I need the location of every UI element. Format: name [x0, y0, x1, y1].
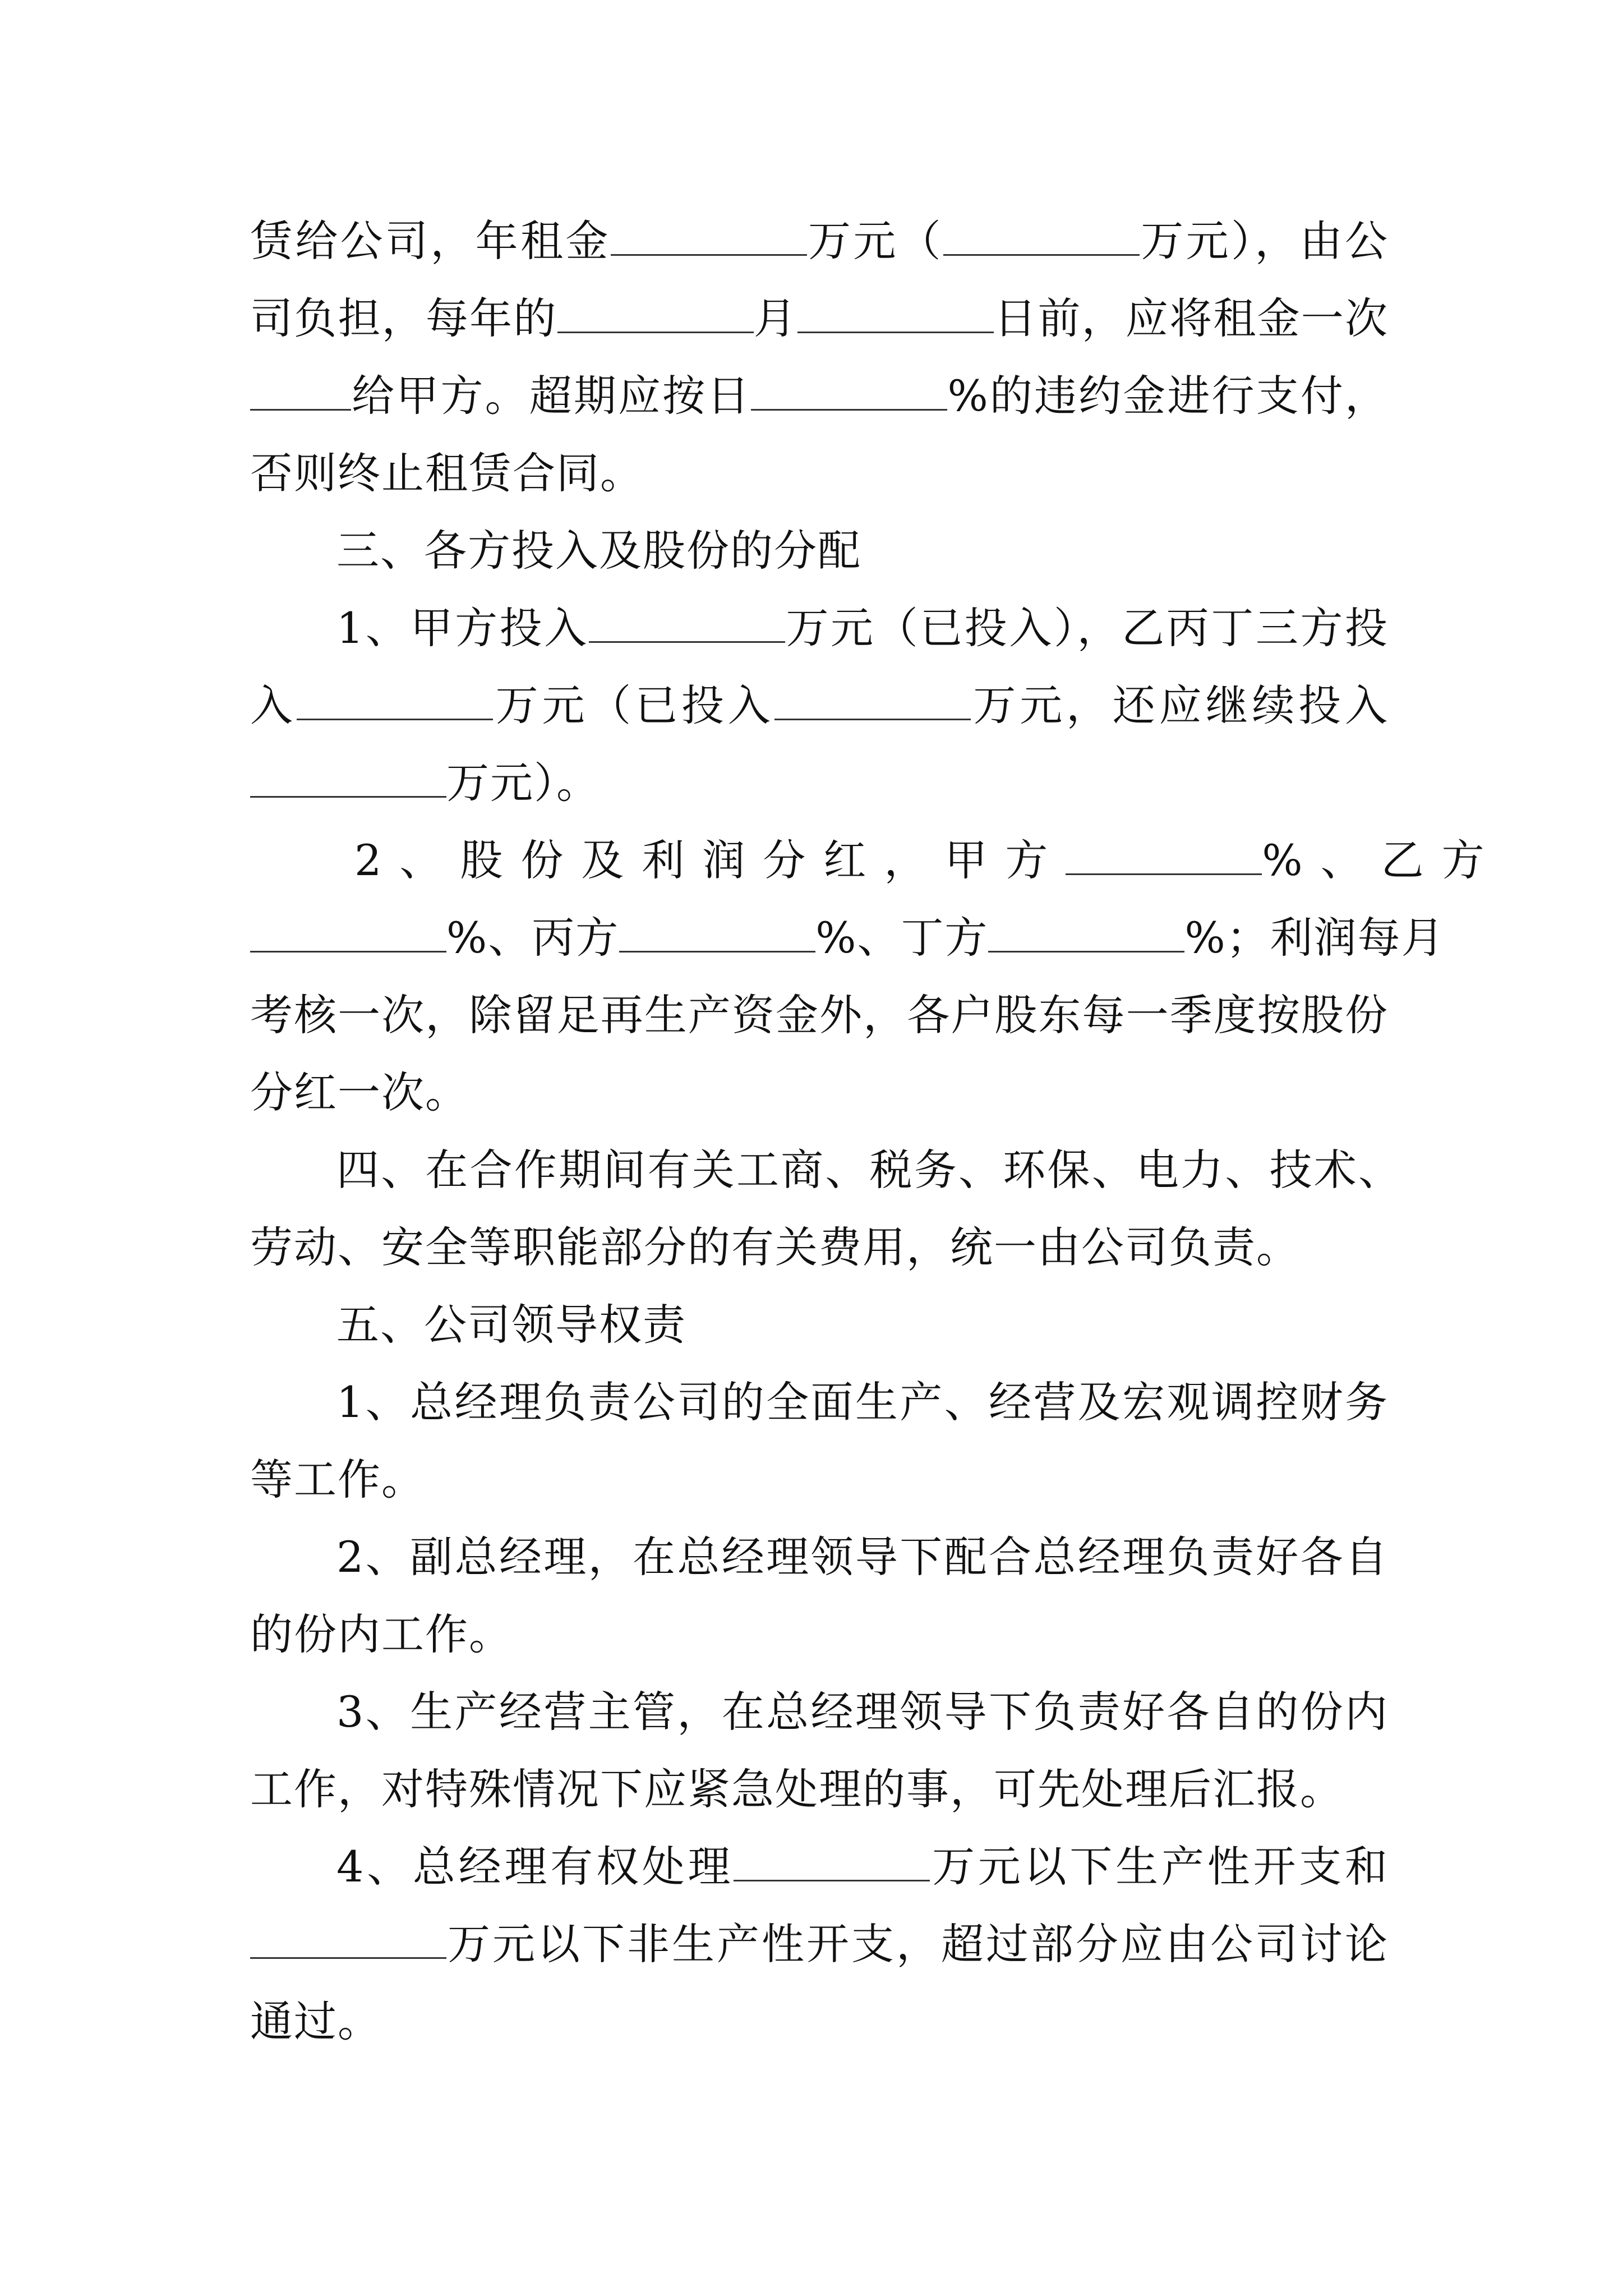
text-line: [336, 1139, 1402, 1201]
text-segment: 否则终止租赁合同。: [250, 448, 644, 498]
text-segment: 赁给公司，年租金: [250, 216, 611, 266]
text-line: [250, 288, 1389, 349]
text-line: [250, 984, 1389, 1046]
text-segment: 万元以下非生产性开支，超过部分应由公司讨论: [446, 1919, 1389, 1969]
text-segment: %、丁方: [815, 913, 989, 963]
text-line: [354, 830, 1502, 891]
text-line: [250, 210, 1389, 272]
text-line: [250, 1604, 1389, 1665]
section-heading: [336, 520, 1389, 582]
fill-blank: [797, 295, 994, 333]
text-segment: 五、公司领导权责: [336, 1300, 686, 1350]
text-segment: 4、总经理有权处理: [336, 1842, 734, 1892]
text-segment: 月: [753, 293, 798, 343]
text-segment: 的份内工作。: [250, 1609, 513, 1659]
text-segment: 1、甲方投入: [336, 603, 589, 653]
text-line: [250, 1449, 1389, 1511]
text-segment: 万元（: [806, 216, 944, 266]
text-segment: %；利润每月: [1184, 913, 1445, 963]
text-segment: 入: [250, 680, 297, 730]
text-segment: 工作，对特殊情况下应紧急处理的事，可先处理后汇报。: [250, 1764, 1344, 1814]
fill-blank: [943, 217, 1140, 256]
text-segment: 万元（已投入），乙丙丁三方投: [785, 603, 1389, 653]
fill-blank: [250, 759, 446, 798]
text-line: [336, 1836, 1389, 1898]
fill-blank: [774, 682, 971, 720]
text-segment: 万元，还应继续投入: [970, 680, 1389, 730]
text-segment: 万元），由公: [1140, 216, 1389, 266]
text-segment: 考核一次，除留足再生产资金外，各户股东每一季度按股份: [250, 990, 1389, 1040]
text-segment: 三、各方投入及股份的分配: [336, 526, 861, 576]
fill-blank: [1066, 836, 1262, 875]
text-segment: 1、总经理负责公司的全面生产、经营及宏观调控财务: [336, 1377, 1389, 1427]
text-segment: 2、副总经理，在总经理领导下配合总经理负责好各自: [336, 1532, 1389, 1582]
text-segment: 通过。: [250, 1996, 381, 2046]
text-segment: %、丙方: [446, 913, 620, 963]
text-line: [336, 1372, 1389, 1433]
section-heading: [336, 1294, 1389, 1356]
text-segment: 四、在合作期间有关工商、税务、环保、电力、技术、: [336, 1145, 1402, 1195]
text-segment: 劳动、安全等职能部分的有关费用，统一由公司负责。: [250, 1222, 1300, 1272]
text-line: [250, 365, 1389, 427]
text-line: [250, 443, 1389, 504]
text-line: [250, 1062, 1389, 1124]
text-line: [336, 597, 1389, 659]
fill-blank: [250, 372, 351, 411]
text-segment: 万元）。: [446, 758, 600, 808]
text-line: [336, 1526, 1389, 1588]
text-line: [250, 675, 1389, 737]
text-segment: 给甲方。超期应按日: [351, 371, 751, 421]
text-segment: 日前，应将租金一次: [994, 293, 1389, 343]
text-segment: 司负担，每年的: [250, 293, 557, 343]
text-segment: 万元以下生产性开支和: [930, 1842, 1389, 1892]
text-line: [250, 907, 1445, 969]
text-segment: %、乙方: [1262, 835, 1502, 885]
fill-blank: [611, 217, 807, 256]
fill-blank: [751, 372, 947, 411]
text-line: [250, 1217, 1389, 1278]
text-segment: 3、生产经营主管，在总经理领导下负责好各自的份内: [336, 1687, 1389, 1737]
fill-blank: [250, 1920, 446, 1959]
text-segment: 等工作。: [250, 1455, 425, 1504]
text-segment: 分红一次。: [250, 1068, 469, 1117]
fill-blank: [557, 295, 754, 333]
fill-blank: [734, 1843, 930, 1881]
fill-blank: [297, 682, 493, 720]
text-segment: 2、股份及利润分红，甲方: [354, 835, 1066, 885]
fill-blank: [988, 914, 1184, 953]
text-line: [250, 1913, 1389, 1975]
fill-blank: [589, 604, 785, 643]
fill-blank: [619, 914, 815, 953]
text-line: [250, 752, 1389, 814]
text-segment: %的违约金进行支付，: [947, 371, 1389, 421]
text-line: [336, 1681, 1389, 1743]
text-line: [250, 1759, 1389, 1820]
fill-blank: [250, 914, 446, 953]
text-segment: 万元（已投入: [492, 680, 774, 730]
text-line: [250, 1991, 1389, 2053]
